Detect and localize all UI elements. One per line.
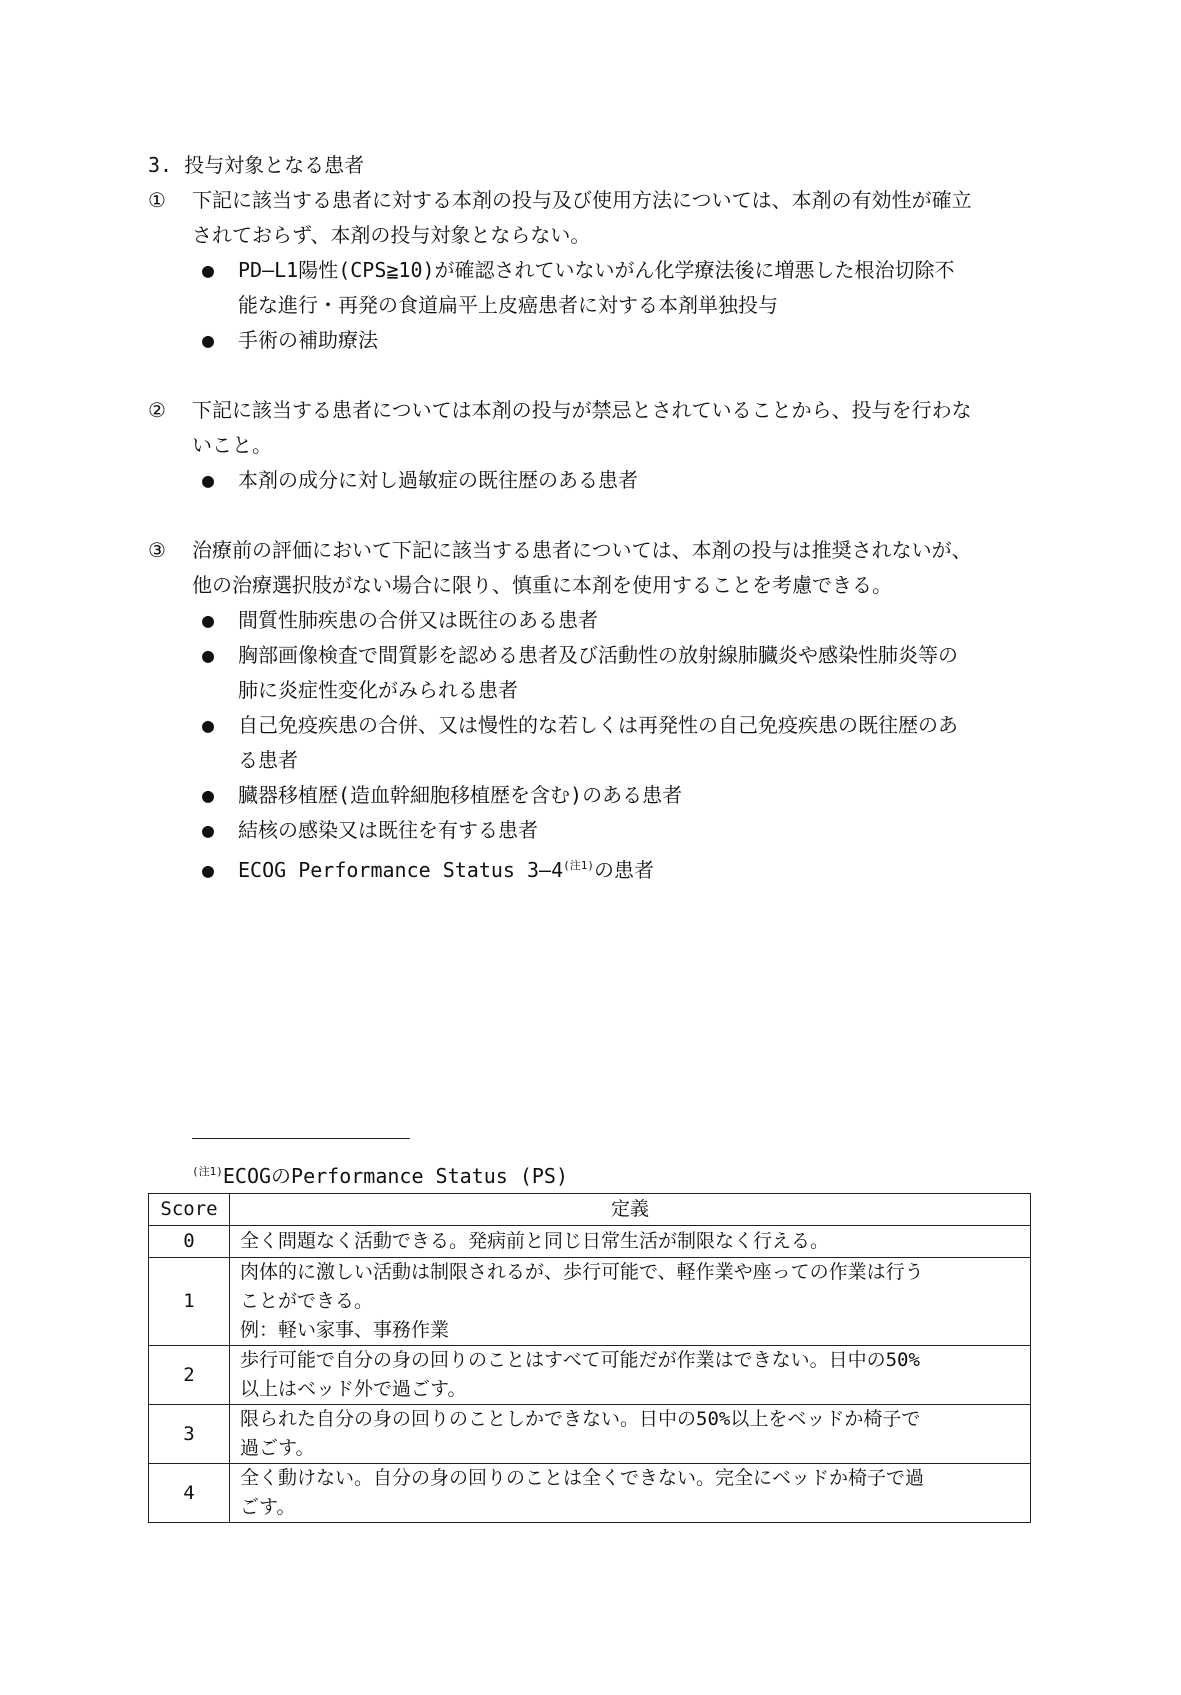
bullet-text: 自己免疫疾患の合併、又は慢性的な若しくは再発性の自己免疫疾患の既往歴のあ (238, 713, 958, 737)
header-definition: 定義 (230, 1194, 1031, 1226)
definition-cell (230, 1346, 1031, 1405)
definition-line: 限られた自分の身の回りのことしかできない。日中の50%以上をベッドか椅子で (240, 1408, 921, 1430)
table-row (149, 1405, 1031, 1464)
table-row (149, 1346, 1031, 1405)
ecog-ps-table (148, 1193, 1031, 1523)
footnote-divider (192, 1138, 410, 1139)
bullet-text: 結核の感染又は既往を有する患者 (238, 818, 538, 842)
score-cell: 1 (149, 1258, 230, 1346)
definition-line: 全く動けない。自分の身の回りのことは全くできない。完全にベッドか椅子で過 (240, 1467, 925, 1489)
definition-line: 以上はベッド外で過ごす。 (240, 1378, 467, 1400)
item-text: されておらず、本剤の投与対象とならない。 (192, 223, 591, 247)
bullet-text: る患者 (238, 748, 298, 772)
bullet-icon: ● (202, 713, 215, 737)
bullet-icon: ● (202, 608, 215, 632)
item-line (148, 533, 1038, 568)
footnote-ref: (注1) (563, 859, 594, 872)
bullet-text: ECOG Performance Status 3―4 (238, 858, 564, 882)
bullet-item (148, 848, 1038, 883)
item-text: 下記に該当する患者に対する本剤の投与及び使用方法については、本剤の有効性が確立 (192, 188, 972, 212)
item-line (148, 393, 1038, 428)
definition-cell (230, 1405, 1031, 1464)
bullet-text: PD―L1陽性(CPS≧10)が確認されていないがん化学療法後に増悪した根治切除不 (238, 258, 955, 282)
table-row (149, 1464, 1031, 1523)
header-score: Score (149, 1194, 230, 1226)
bullet-item (148, 288, 1038, 323)
bullet-text: の患者 (593, 858, 654, 882)
bullet-icon: ● (202, 258, 215, 282)
definition-cell (230, 1258, 1031, 1346)
document-body (148, 148, 1038, 883)
score-cell: 4 (149, 1464, 230, 1523)
item-line (148, 183, 1038, 218)
spacer (148, 358, 1038, 393)
definition-cell (230, 1464, 1031, 1523)
footnote-title (192, 1160, 568, 1189)
definition-cell (230, 1226, 1031, 1258)
bullet-icon: ● (202, 818, 215, 842)
score-cell: 3 (149, 1405, 230, 1464)
bullet-text: 胸部画像検査で間質影を認める患者及び活動性の放射線肺臓炎や感染性肺炎等の (238, 643, 958, 667)
item-number: ① (148, 188, 166, 212)
table-header-row (149, 1194, 1031, 1226)
table-row (149, 1226, 1031, 1258)
bullet-item (148, 253, 1038, 288)
bullet-text: 間質性肺疾患の合併又は既往のある患者 (238, 608, 598, 632)
bullet-text: 臓器移植歴(造血幹細胞移植歴を含む)のある患者 (238, 783, 683, 807)
item-number: ② (148, 398, 166, 422)
bullet-icon: ● (202, 328, 215, 352)
definition-line: 過ごす。 (240, 1437, 315, 1459)
bullet-icon: ● (202, 783, 215, 807)
table-row (149, 1258, 1031, 1346)
definition-line: ことができる。 (240, 1290, 374, 1312)
score-cell: 2 (149, 1346, 230, 1405)
bullet-icon: ● (202, 468, 215, 492)
definition-line: 肉体的に激しい活動は制限されるが、歩行可能で、軽作業や座っての作業は行う (240, 1261, 924, 1283)
item-text: 下記に該当する患者については本剤の投与が禁忌とされていることから、投与を行わな (192, 398, 972, 422)
bullet-item (148, 463, 1038, 498)
bullet-icon: ● (202, 858, 215, 882)
bullet-item (148, 708, 1038, 743)
definition-line: 例：軽い家事、事務作業 (240, 1319, 450, 1341)
bullet-text: 本剤の成分に対し過敏症の既往歴のある患者 (238, 468, 638, 492)
bullet-item (148, 638, 1038, 673)
item-text: 治療前の評価において下記に該当する患者については、本剤の投与は推奨されないが、 (192, 538, 972, 562)
bullet-item (148, 743, 1038, 778)
item-line (148, 568, 1038, 603)
item-text: いこと。 (192, 433, 272, 457)
item-line (148, 428, 1038, 463)
item-line (148, 218, 1038, 253)
bullet-text: 能な進行・再発の食道扁平上皮癌患者に対する本剤単独投与 (238, 293, 778, 317)
footnote-ref: (注1) (192, 1165, 223, 1178)
bullet-item (148, 323, 1038, 358)
definition-line: ごす。 (240, 1496, 296, 1518)
bullet-item (148, 778, 1038, 813)
definition-line: 全く問題なく活動できる。発病前と同じ日常生活が制限なく行える。 (240, 1230, 830, 1252)
bullet-text: 手術の補助療法 (238, 328, 378, 352)
score-cell: 0 (149, 1226, 230, 1258)
bullet-item (148, 603, 1038, 638)
definition-line: 歩行可能で自分の身の回りのことはすべて可能だが作業はできない。日中の50% (240, 1349, 920, 1371)
bullet-item (148, 673, 1038, 708)
spacer (148, 498, 1038, 533)
bullet-icon: ● (202, 643, 215, 667)
bullet-text: 肺に炎症性変化がみられる患者 (238, 678, 518, 702)
item-text: 他の治療選択肢がない場合に限り、慎重に本剤を使用することを考慮できる。 (192, 573, 892, 597)
footnote-text: ECOGのPerformance Status (PS) (222, 1164, 568, 1188)
bullet-item (148, 813, 1038, 848)
section-title: 3. 投与対象となる患者 (148, 153, 365, 177)
criteria-list (148, 183, 1038, 883)
item-number: ③ (148, 538, 166, 562)
